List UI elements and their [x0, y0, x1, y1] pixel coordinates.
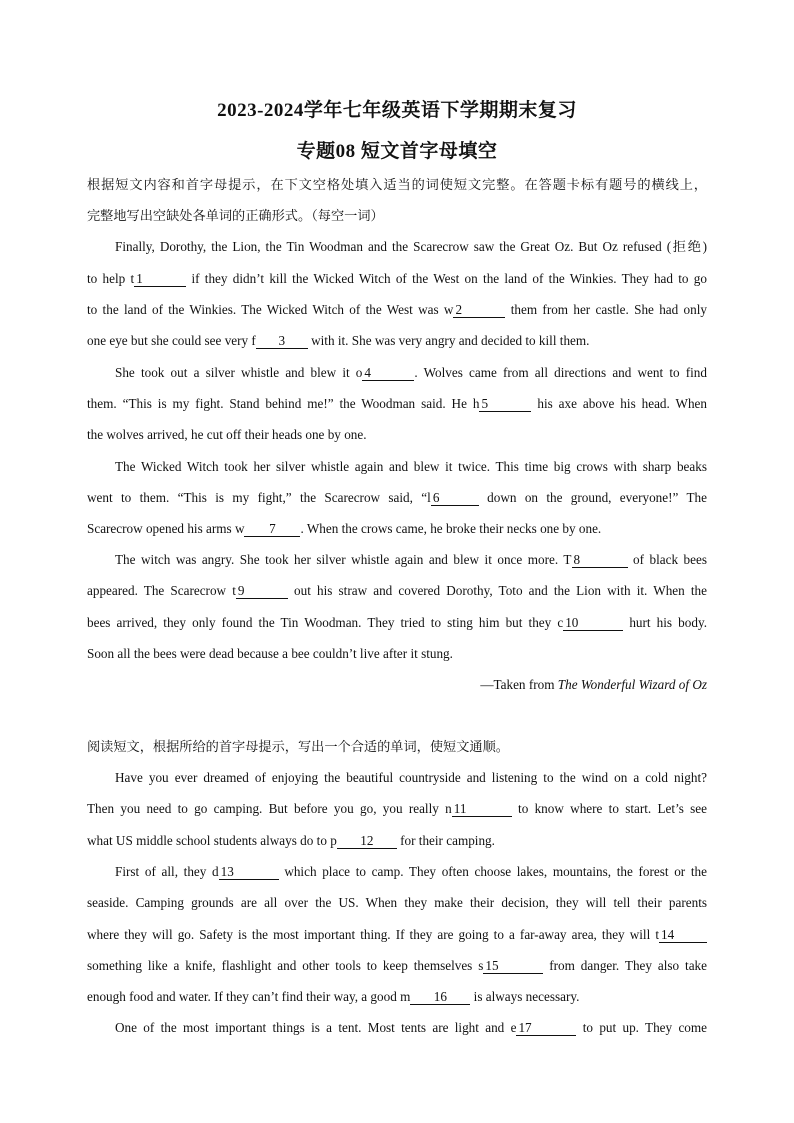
text-segment: enough food and water. If they can’t find their way, a good m	[87, 989, 411, 1004]
passage1-p1-line2	[87, 269, 707, 289]
blank-10[interactable]: 10	[563, 616, 623, 631]
passage2-p1-line1: Have you ever dreamed of enjoying the beautiful countryside and listening to the wind on a cold night?	[115, 770, 707, 785]
text-segment: with it. She was very angry and decided to kill them.	[307, 333, 590, 348]
text-segment: She took out a silver whistle and blew it o	[115, 365, 363, 380]
text-segment: of black bees	[627, 552, 707, 567]
passage1-p1-line4	[87, 331, 707, 351]
passage2-p3-line1	[115, 1018, 707, 1038]
text-segment: Scarecrow opened his arms w	[87, 521, 245, 536]
blank-6[interactable]: 6	[431, 491, 479, 506]
text-segment: his axe above his head. When	[531, 396, 707, 411]
blank-9[interactable]: 9	[236, 584, 288, 599]
blank-17[interactable]: 17	[516, 1021, 576, 1036]
passage1-p4-line2	[87, 581, 707, 601]
blank-15[interactable]: 15	[483, 959, 543, 974]
section1-instructions-line2: 完整地写出空缺处各单词的正确形式。（每空一词）	[87, 208, 384, 223]
text-segment: hurt his body.	[623, 615, 707, 630]
book-title: The Wonderful Wizard of Oz	[557, 677, 707, 692]
text-segment: . Wolves came from all directions and went to find	[414, 365, 707, 380]
text-segment: them from her castle. She had only	[505, 302, 707, 317]
passage1-p2-line1	[115, 363, 707, 383]
passage1-p4-line3	[87, 613, 707, 633]
text-segment: appeared. The Scarecrow t	[87, 583, 236, 598]
text-segment: which place to camp. They often choose lakes, mountains, the forest or the	[278, 864, 707, 879]
passage1-p4-line1	[115, 550, 707, 570]
source-citation	[87, 675, 707, 695]
text-segment: down on the ground, everyone!” The	[478, 490, 707, 505]
passage1-p2-line3: the wolves arrived, he cut off their heads one by one.	[87, 427, 367, 442]
passage2-p2-line3	[87, 925, 707, 945]
passage2-p2-line5	[87, 987, 707, 1007]
citation-prefix: —Taken from	[480, 677, 558, 692]
blank-2[interactable]: 2	[453, 303, 505, 318]
passage1-p3-line3	[87, 519, 707, 539]
passage1-p3-line1: The Wicked Witch took her silver whistle again and blew it twice. This time big crows with sharp beaks	[115, 459, 707, 474]
text-segment: went to them. “This is my fight,” the Scarecrow said, “l	[87, 490, 431, 505]
passage1-p1-line3	[87, 300, 707, 320]
passage2-p2-line2: seaside. Camping grounds are all over the US. When they make their decision, they will tell their parents	[87, 895, 707, 910]
blank-11[interactable]: 11	[452, 802, 512, 817]
blank-13[interactable]: 13	[219, 865, 279, 880]
blank-8[interactable]: 8	[572, 553, 628, 568]
text-segment: to know where to start. Let’s see	[511, 801, 707, 816]
text-segment: The witch was angry. She took her silver whistle again and blew it once more. T	[115, 552, 572, 567]
text-segment: Then you need to go camping. But before you go, you really n	[87, 801, 452, 816]
blank-5[interactable]: 5	[479, 397, 531, 412]
blank-3[interactable]: 3	[256, 334, 308, 349]
passage2-p1-line2	[87, 799, 707, 819]
blank-12[interactable]: 12	[337, 834, 397, 849]
text-segment: . When the crows came, he broke their necks one by one.	[300, 521, 602, 536]
text-segment: is always necessary.	[470, 989, 580, 1004]
text-segment: them. “This is my fight. Stand behind me!” the Woodman said. He h	[87, 396, 480, 411]
section1-instructions-line1: 根据短文内容和首字母提示，在下文空格处填入适当的词使短文完整。在答题卡标有题号的横线上，	[87, 177, 707, 192]
text-segment: First of all, they d	[115, 864, 219, 879]
text-segment: out his straw and covered Dorothy, Toto and the Lion with it. When the	[287, 583, 707, 598]
blank-7[interactable]: 7	[244, 522, 300, 537]
blank-16[interactable]: 16	[410, 990, 470, 1005]
page-title: 2023-2024学年七年级英语下学期期末复习	[217, 100, 577, 121]
section2-instructions: 阅读短文，根据所给的首字母提示，写出一个合适的单词，使短文通顺。	[87, 739, 509, 754]
text-segment: from danger. They also take	[543, 958, 707, 973]
passage1-p2-line2	[87, 394, 707, 414]
text-segment: one eye but she could see very f	[87, 333, 256, 348]
text-segment: to the land of the Winkies. The Wicked Witch of the West was w	[87, 302, 454, 317]
passage1-p1-line1: Finally, Dorothy, the Lion, the Tin Woodman and the Scarecrow saw the Great Oz. But Oz refused (拒绝)	[115, 239, 707, 254]
text-segment: something like a knife, flashlight and other tools to keep themselves s	[87, 958, 484, 973]
passage2-p2-line4	[87, 956, 707, 976]
passage2-p2-line1	[115, 862, 707, 882]
text-segment: to help t	[87, 271, 135, 286]
text-segment: where they will go. Safety is the most important thing. If they are going to a far-away area, they will t	[87, 927, 659, 942]
text-segment: to put up. They come	[576, 1020, 707, 1035]
blank-1[interactable]: 1	[134, 272, 186, 287]
passage2-p1-line3	[87, 831, 707, 851]
text-segment: for their camping.	[396, 833, 495, 848]
blank-14[interactable]: 14	[659, 928, 707, 943]
blank-4[interactable]: 4	[362, 366, 414, 381]
text-segment: bees arrived, they only found the Tin Woodman. They tried to sting him but they c	[87, 615, 564, 630]
page-subtitle: 专题08 短文首字母填空	[296, 141, 498, 162]
passage1-p3-line2	[87, 488, 707, 508]
text-segment: if they didn’t kill the Wicked Witch of the West on the land of the Winkies. They had to go	[186, 271, 707, 286]
passage1-p4-line4: Soon all the bees were dead because a bee couldn’t live after it stung.	[87, 646, 453, 661]
text-segment: One of the most important things is a tent. Most tents are light and e	[115, 1020, 517, 1035]
text-segment: what US middle school students always do to p	[87, 833, 337, 848]
